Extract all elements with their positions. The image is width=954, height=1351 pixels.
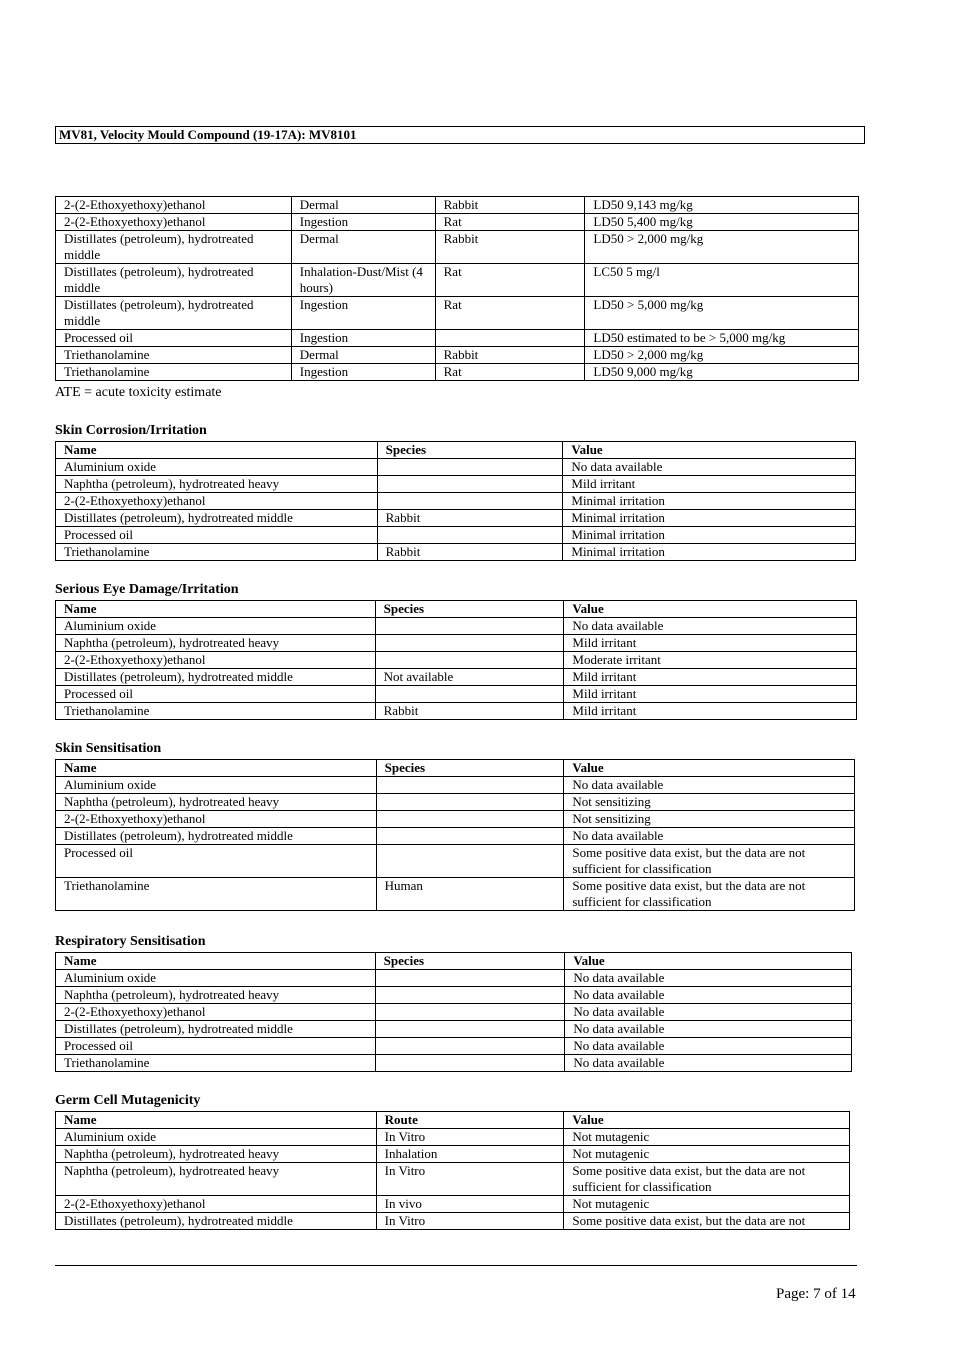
table-cell: No data available (565, 1004, 852, 1021)
table-cell: Rat (435, 364, 585, 381)
table-cell: Inhalation (376, 1146, 564, 1163)
table-cell: In vivo (376, 1196, 564, 1213)
table-cell: Mild irritant (564, 635, 857, 652)
table-row (56, 297, 859, 330)
table-cell (377, 476, 563, 493)
table-row (56, 1163, 850, 1196)
table-cell: 2-(2-Ethoxyethoxy)ethanol (56, 1004, 376, 1021)
table-cell: 2-(2-Ethoxyethoxy)ethanol (56, 197, 292, 214)
table-row (56, 987, 852, 1004)
table-cell: Rat (435, 214, 585, 231)
table-cell: Some positive data exist, but the data are not sufficient for classification (564, 878, 855, 911)
table-cell: Some positive data exist, but the data are not (564, 1213, 850, 1230)
table-cell: Inhalation-Dust/Mist (4 hours) (291, 264, 435, 297)
table-row (56, 459, 856, 476)
table-row (56, 970, 852, 987)
ate-note: ATE = acute toxicity estimate (55, 385, 222, 400)
table-cell: Distillates (petroleum), hydrotreated middle (56, 1021, 376, 1038)
section-title-skin-corrosion: Skin Corrosion/Irritation (55, 423, 207, 438)
table-cell: Distillates (petroleum), hydrotreated middle (56, 231, 292, 264)
table-row (56, 794, 855, 811)
eye-damage-table (55, 600, 857, 720)
table-cell: Triethanolamine (56, 1055, 376, 1072)
table-row (56, 214, 859, 231)
table-cell (375, 618, 564, 635)
respiratory-sensitisation-table (55, 952, 852, 1072)
table-cell: Some positive data exist, but the data are not sufficient for classification (564, 1163, 850, 1196)
table-cell: Mild irritant (563, 476, 856, 493)
table-cell: Distillates (petroleum), hydrotreated middle (56, 297, 292, 330)
table-cell: Rabbit (435, 347, 585, 364)
table-cell: No data available (563, 459, 856, 476)
table-cell: Ingestion (291, 330, 435, 347)
acute-toxicity-table (55, 196, 859, 381)
table-row (56, 1038, 852, 1055)
table-cell: No data available (565, 1055, 852, 1072)
table-cell: Naphtha (petroleum), hydrotreated heavy (56, 794, 377, 811)
table-cell: Naphtha (petroleum), hydrotreated heavy (56, 987, 376, 1004)
table-cell: Moderate irritant (564, 652, 857, 669)
table-cell (375, 1004, 565, 1021)
table-row (56, 703, 857, 720)
table-row (56, 1213, 850, 1230)
table-cell (376, 794, 564, 811)
table-cell: In Vitro (376, 1129, 564, 1146)
table-cell: LD50 > 5,000 mg/kg (585, 297, 859, 330)
table-cell: Processed oil (56, 686, 376, 703)
table-row (56, 669, 857, 686)
table-cell: Aluminium oxide (56, 777, 377, 794)
table-cell (375, 1055, 565, 1072)
table-cell: Naphtha (petroleum), hydrotreated heavy (56, 1163, 377, 1196)
table-cell: 2-(2-Ethoxyethoxy)ethanol (56, 811, 377, 828)
table-cell (377, 459, 563, 476)
table-cell (375, 635, 564, 652)
table-cell: Ingestion (291, 364, 435, 381)
table-row (56, 652, 857, 669)
table-row (56, 811, 855, 828)
table-cell: 2-(2-Ethoxyethoxy)ethanol (56, 652, 376, 669)
table-cell (376, 828, 564, 845)
table-cell: Naphtha (petroleum), hydrotreated heavy (56, 476, 378, 493)
table-cell: Aluminium oxide (56, 618, 376, 635)
table-row (56, 527, 856, 544)
table-cell: Rabbit (375, 703, 564, 720)
table-cell: Processed oil (56, 527, 378, 544)
table-cell: No data available (565, 970, 852, 987)
table-row (56, 544, 856, 561)
table-cell (377, 493, 563, 510)
table-cell: Mild irritant (564, 669, 857, 686)
table-cell: LD50 > 2,000 mg/kg (585, 347, 859, 364)
table-cell: 2-(2-Ethoxyethoxy)ethanol (56, 493, 378, 510)
table-row (56, 1146, 850, 1163)
table-cell: Mild irritant (564, 686, 857, 703)
table-cell: Ingestion (291, 214, 435, 231)
table-row (56, 686, 857, 703)
table-cell: Rabbit (377, 510, 563, 527)
table-cell: In Vitro (376, 1213, 564, 1230)
table-cell: Dermal (291, 231, 435, 264)
table-cell: Distillates (petroleum), hydrotreated middle (56, 510, 378, 527)
table-cell: LD50 9,000 mg/kg (585, 364, 859, 381)
column-header: Value (564, 760, 855, 777)
table-cell: Minimal irritation (563, 493, 856, 510)
table-cell: Naphtha (petroleum), hydrotreated heavy (56, 635, 376, 652)
page-number: Page: 7 of 14 (776, 1286, 856, 1302)
column-header: Value (565, 953, 852, 970)
skin-corrosion-table (55, 441, 856, 561)
table-cell: No data available (564, 618, 857, 635)
section-title-skin-sensitisation: Skin Sensitisation (55, 741, 162, 756)
column-header: Name (56, 760, 377, 777)
column-header: Species (376, 760, 564, 777)
column-header: Name (56, 1112, 377, 1129)
table-cell: No data available (564, 777, 855, 794)
table-cell: Minimal irritation (563, 527, 856, 544)
table-row (56, 330, 859, 347)
table-cell: Rat (435, 297, 585, 330)
table-cell: Processed oil (56, 1038, 376, 1055)
table-cell: Triethanolamine (56, 347, 292, 364)
table-cell: Distillates (petroleum), hydrotreated middle (56, 669, 376, 686)
table-cell (375, 1038, 565, 1055)
table-cell: 2-(2-Ethoxyethoxy)ethanol (56, 214, 292, 231)
table-cell: Rabbit (377, 544, 563, 561)
table-row (56, 777, 855, 794)
table-cell (375, 970, 565, 987)
germ-cell-table (55, 1111, 850, 1230)
table-cell: No data available (565, 1038, 852, 1055)
table-cell: Human (376, 878, 564, 911)
table-cell: Processed oil (56, 330, 292, 347)
table-cell: Rat (435, 264, 585, 297)
table-cell (435, 330, 585, 347)
table-cell: Triethanolamine (56, 544, 378, 561)
table-cell: Not sensitizing (564, 794, 855, 811)
table-row (56, 1021, 852, 1038)
table-cell: Triethanolamine (56, 364, 292, 381)
table-cell: Not mutagenic (564, 1196, 850, 1213)
table-cell: Distillates (petroleum), hydrotreated middle (56, 1213, 377, 1230)
table-cell: Rabbit (435, 197, 585, 214)
table-cell: Triethanolamine (56, 878, 377, 911)
table-cell: Not available (375, 669, 564, 686)
table-cell: LD50 9,143 mg/kg (585, 197, 859, 214)
table-row (56, 1129, 850, 1146)
table-cell: Dermal (291, 347, 435, 364)
table-cell: In Vitro (376, 1163, 564, 1196)
table-cell: Mild irritant (564, 703, 857, 720)
table-cell: Triethanolamine (56, 703, 376, 720)
table-cell: Ingestion (291, 297, 435, 330)
table-cell: LC50 5 mg/l (585, 264, 859, 297)
table-cell (375, 1021, 565, 1038)
table-row (56, 364, 859, 381)
table-cell (376, 777, 564, 794)
table-cell: Naphtha (petroleum), hydrotreated heavy (56, 1146, 377, 1163)
table-cell (377, 527, 563, 544)
table-cell (376, 845, 564, 878)
column-header: Name (56, 953, 376, 970)
table-row (56, 264, 859, 297)
table-cell: Not mutagenic (564, 1129, 850, 1146)
footer-divider (55, 1265, 857, 1266)
table-row (56, 493, 856, 510)
table-row (56, 635, 857, 652)
column-header: Value (564, 601, 857, 618)
column-header: Species (377, 442, 563, 459)
table-cell: Not sensitizing (564, 811, 855, 828)
column-header: Name (56, 442, 378, 459)
column-header: Route (376, 1112, 564, 1129)
table-row (56, 510, 856, 527)
table-cell: LD50 > 2,000 mg/kg (585, 231, 859, 264)
table-cell: LD50 5,400 mg/kg (585, 214, 859, 231)
table-cell: LD50 estimated to be > 5,000 mg/kg (585, 330, 859, 347)
table-row (56, 878, 855, 911)
table-row (56, 347, 859, 364)
table-cell: Minimal irritation (563, 510, 856, 527)
table-row (56, 197, 859, 214)
table-cell: Aluminium oxide (56, 970, 376, 987)
table-cell (375, 652, 564, 669)
section-title-eye-damage: Serious Eye Damage/Irritation (55, 582, 239, 597)
table-cell: Processed oil (56, 845, 377, 878)
table-cell: Dermal (291, 197, 435, 214)
table-cell (375, 686, 564, 703)
table-cell: Aluminium oxide (56, 1129, 377, 1146)
column-header: Species (375, 953, 565, 970)
table-row (56, 828, 855, 845)
skin-sensitisation-table (55, 759, 855, 911)
table-cell: Some positive data exist, but the data are not sufficient for classification (564, 845, 855, 878)
table-row (56, 1196, 850, 1213)
table-cell: Not mutagenic (564, 1146, 850, 1163)
table-row (56, 231, 859, 264)
table-cell: Distillates (petroleum), hydrotreated middle (56, 264, 292, 297)
table-cell: Distillates (petroleum), hydrotreated middle (56, 828, 377, 845)
table-cell: Minimal irritation (563, 544, 856, 561)
section-title-respiratory-sensitisation: Respiratory Sensitisation (55, 934, 206, 949)
document-header: MV81, Velocity Mould Compound (19-17A): MV8101 (55, 126, 865, 144)
column-header: Value (564, 1112, 850, 1129)
table-row (56, 618, 857, 635)
table-row (56, 845, 855, 878)
table-cell: 2-(2-Ethoxyethoxy)ethanol (56, 1196, 377, 1213)
table-cell (375, 987, 565, 1004)
table-row (56, 1055, 852, 1072)
column-header: Name (56, 601, 376, 618)
table-row (56, 476, 856, 493)
table-cell: No data available (565, 987, 852, 1004)
column-header: Value (563, 442, 856, 459)
column-header: Species (375, 601, 564, 618)
table-cell: No data available (564, 828, 855, 845)
table-cell: Rabbit (435, 231, 585, 264)
table-cell (376, 811, 564, 828)
table-row (56, 1004, 852, 1021)
table-cell: No data available (565, 1021, 852, 1038)
section-title-germ-cell: Germ Cell Mutagenicity (55, 1093, 201, 1108)
table-cell: Aluminium oxide (56, 459, 378, 476)
